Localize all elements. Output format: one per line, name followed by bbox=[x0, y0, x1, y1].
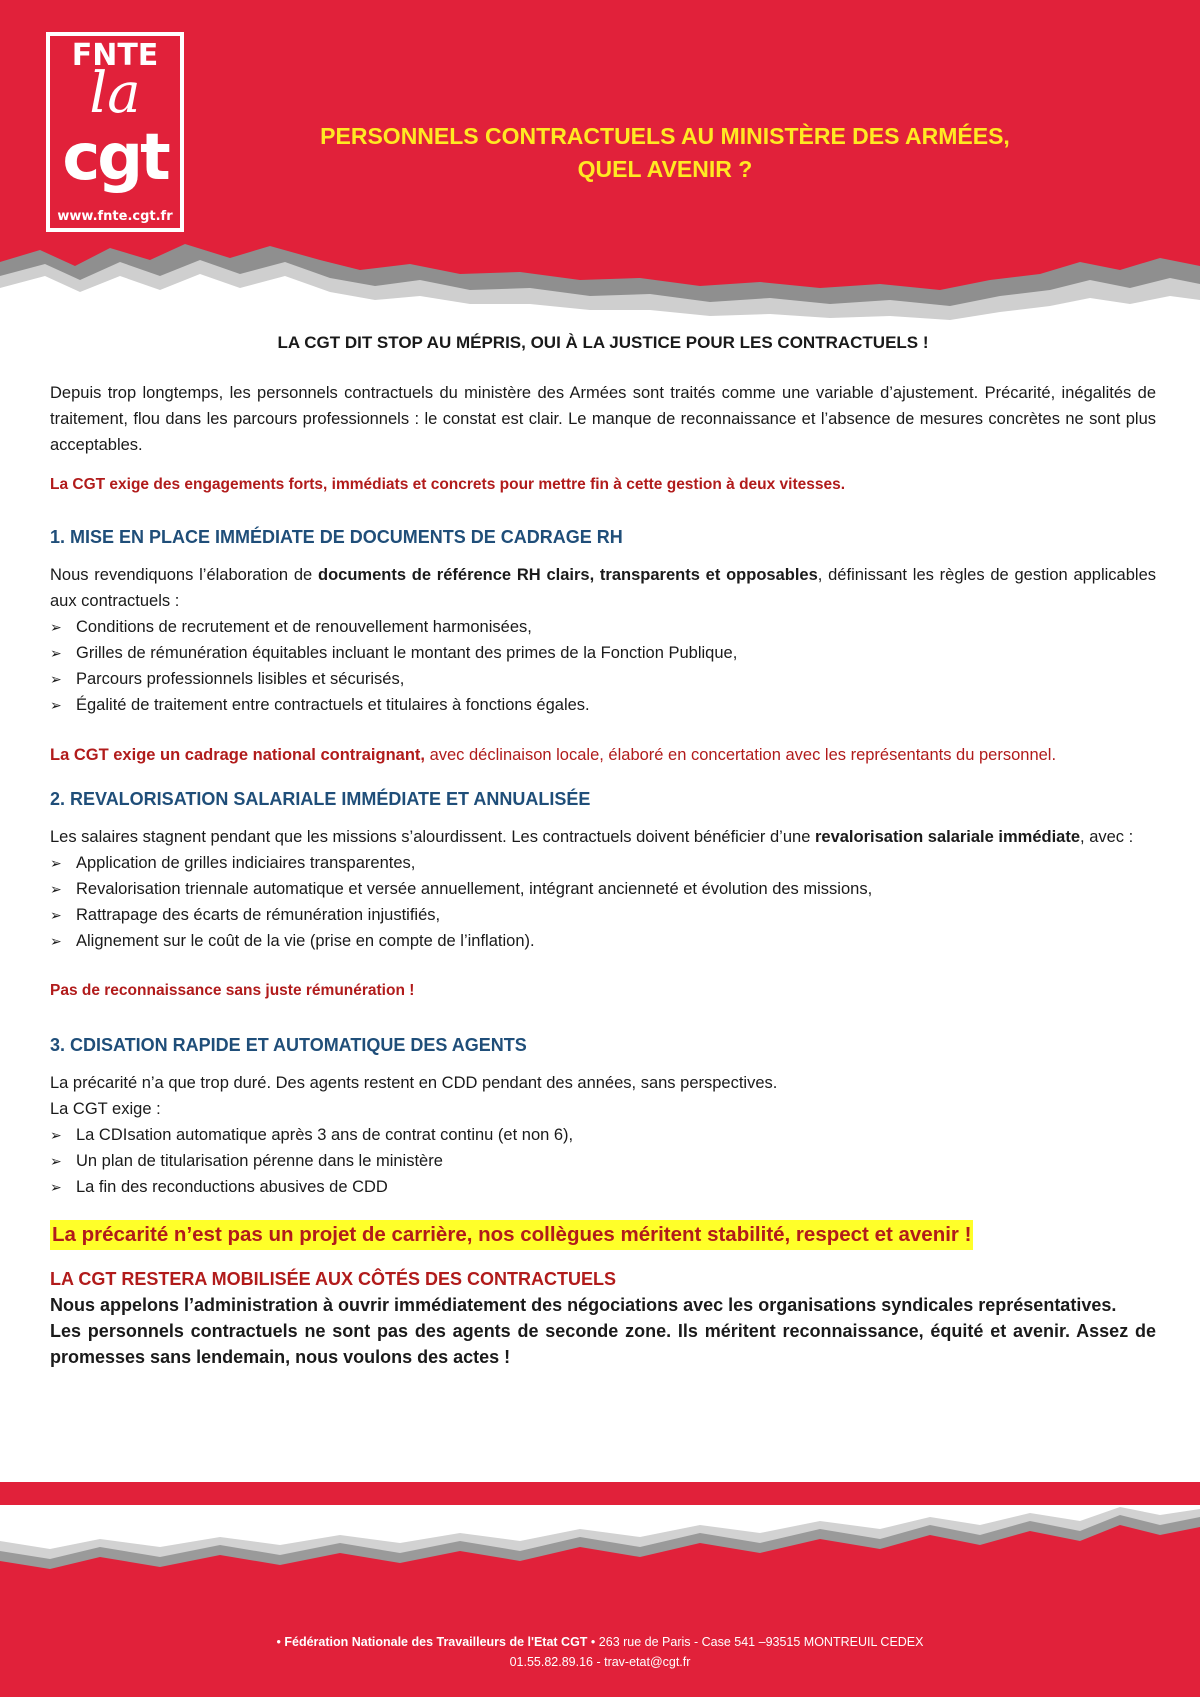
section3-exige: La CGT exige : bbox=[50, 1100, 161, 1118]
section3-heading: 3. CDISATION RAPIDE ET AUTOMATIQUE DES AGENTS bbox=[50, 1035, 527, 1055]
intro-paragraph: Depuis trop longtemps, les personnels contractuels du ministère des Armées sont traités comme une variable d’ajustement. Précarité, inégalités de traitement, flou dans les parcours professionnels : le constat est clair. Le manque de reconnaissance et l’absence de mesures concrètes ne sont plus acceptables. bbox=[50, 384, 1156, 454]
logo-la-text: la bbox=[89, 61, 141, 126]
list-item-text: Grilles de rémunération équitables incluant le montant des primes de la Fonction Publique, bbox=[76, 644, 738, 662]
footer-line-1 bbox=[0, 1632, 1200, 1652]
list-item-text: Égalité de traitement entre contractuels et titulaires à fonctions égales. bbox=[76, 696, 590, 714]
arrow-bullet-icon: ➢ bbox=[50, 619, 62, 635]
section2-list bbox=[50, 850, 1156, 954]
arrow-bullet-icon: ➢ bbox=[50, 1127, 62, 1143]
list-item bbox=[50, 850, 1156, 876]
list-item-text: Application de grilles indiciaires transparentes, bbox=[76, 854, 416, 872]
section1-demand-rest: avec déclinaison locale, élaboré en concertation avec les représentants du personnel. bbox=[424, 746, 1057, 764]
section3-paragraph: La précarité n’a que trop duré. Des agents restent en CDD pendant des années, sans perspectives. bbox=[50, 1074, 778, 1092]
logo-url[interactable]: www.fnte.cgt.fr bbox=[57, 209, 173, 224]
logo-cgt-text: cgt bbox=[62, 121, 168, 195]
arrow-bullet-icon: ➢ bbox=[50, 645, 62, 661]
list-item bbox=[50, 1148, 1156, 1174]
page-title bbox=[215, 120, 1115, 186]
footer bbox=[0, 1632, 1200, 1672]
section1-text-bold: documents de référence RH clairs, transparents et opposables bbox=[318, 566, 818, 584]
section2-text-bold: revalorisation salariale immédiate bbox=[814, 828, 1081, 846]
list-item bbox=[50, 902, 1156, 928]
closing-paragraph-2: Les personnels contractuels ne sont pas des agents de seconde zone. Ils méritent reconnaissance, équité et avenir. Assez de promesses sans lendemain, nous voulons des actes ! bbox=[50, 1321, 1156, 1367]
list-item-text: La CDIsation automatique après 3 ans de contrat continu (et non 6), bbox=[76, 1126, 574, 1144]
section1-list bbox=[50, 614, 1156, 718]
subtitle: LA CGT DIT STOP AU MÉPRIS, OUI À LA JUSTICE POUR LES CONTRACTUELS ! bbox=[277, 333, 929, 352]
arrow-bullet-icon: ➢ bbox=[50, 907, 62, 923]
footer-contact[interactable]: 01.55.82.89.16 - trav-etat@cgt.fr bbox=[509, 1655, 691, 1669]
closing-heading: LA CGT RESTERA MOBILISÉE AUX CÔTÉS DES CONTRACTUELS bbox=[50, 1269, 617, 1289]
list-item-text: Parcours professionnels lisibles et sécurisés, bbox=[76, 670, 405, 688]
list-item-text: Alignement sur le coût de la vie (prise en compte de l’inflation). bbox=[76, 932, 535, 950]
list-item-text: Revalorisation triennale automatique et versée annuellement, intégrant ancienneté et évolution des missions, bbox=[76, 880, 873, 898]
list-item-text: Un plan de titularisation pérenne dans le ministère bbox=[76, 1152, 443, 1170]
list-item-text: La fin des reconductions abusives de CDD bbox=[76, 1178, 388, 1196]
section2-text-after: , avec : bbox=[1080, 828, 1134, 846]
arrow-bullet-icon: ➢ bbox=[50, 671, 62, 687]
arrow-bullet-icon: ➢ bbox=[50, 881, 62, 897]
list-item bbox=[50, 1174, 1156, 1200]
section1-text-after: , définissant les règles de gestion applicables aux contractuels : bbox=[50, 566, 1156, 610]
footer-torn-paper-edge bbox=[0, 1505, 1200, 1605]
section2-text-before: Les salaires stagnent pendant que les missions s’alourdissent. Les contractuels doivent bénéficier d’une bbox=[50, 828, 815, 846]
list-item-text: Conditions de recrutement et de renouvellement harmonisées, bbox=[76, 618, 532, 636]
main-content bbox=[50, 330, 1156, 1370]
closing-paragraph-1: Nous appelons l’administration à ouvrir immédiatement des négociations avec les organisations syndicales représentatives. bbox=[50, 1295, 1117, 1315]
bullet-icon: • bbox=[590, 1635, 596, 1649]
arrow-bullet-icon: ➢ bbox=[50, 1179, 62, 1195]
footer-org: Fédération Nationale des Travailleurs de l'Etat CGT bbox=[284, 1635, 588, 1649]
list-item bbox=[50, 640, 1156, 666]
section3-list bbox=[50, 1122, 1156, 1200]
page-title-line1: PERSONNELS CONTRACTUELS AU MINISTÈRE DES ARMÉES, bbox=[320, 123, 1010, 149]
list-item bbox=[50, 692, 1156, 718]
section2-demand: Pas de reconnaissance sans juste rémunération ! bbox=[50, 982, 415, 999]
arrow-bullet-icon: ➢ bbox=[50, 933, 62, 949]
page-title-line2: QUEL AVENIR ? bbox=[577, 156, 753, 182]
list-item bbox=[50, 928, 1156, 954]
fnte-cgt-logo[interactable] bbox=[46, 32, 184, 232]
list-item bbox=[50, 666, 1156, 692]
section1-heading: 1. MISE EN PLACE IMMÉDIATE DE DOCUMENTS DE CADRAGE RH bbox=[50, 527, 623, 547]
section2-paragraph bbox=[50, 824, 1156, 850]
intro-demand: La CGT exige des engagements forts, immédiats et concrets pour mettre fin à cette gestion à deux vitesses. bbox=[50, 476, 846, 493]
list-item-text: Rattrapage des écarts de rémunération injustifiés, bbox=[76, 906, 441, 924]
highlight-row bbox=[50, 1220, 1156, 1250]
arrow-bullet-icon: ➢ bbox=[50, 1153, 62, 1169]
logo-fnte-text: FNTE bbox=[71, 38, 159, 73]
highlighted-slogan: La précarité n’est pas un projet de carrière, nos collègues méritent stabilité, respect et avenir ! bbox=[50, 1220, 973, 1250]
bullet-icon: • bbox=[276, 1635, 281, 1649]
footer-address: 263 rue de Paris - Case 541 –93515 MONTREUIL CEDEX bbox=[598, 1635, 924, 1649]
section1-text-before: Nous revendiquons l’élaboration de bbox=[50, 566, 318, 584]
list-item bbox=[50, 876, 1156, 902]
arrow-bullet-icon: ➢ bbox=[50, 855, 62, 871]
section1-paragraph bbox=[50, 562, 1156, 614]
list-item bbox=[50, 614, 1156, 640]
list-item bbox=[50, 1122, 1156, 1148]
section1-demand-bold: La CGT exige un cadrage national contraignant, bbox=[50, 746, 425, 764]
section1-demand bbox=[50, 742, 1156, 768]
section2-heading: 2. REVALORISATION SALARIALE IMMÉDIATE ET ANNUALISÉE bbox=[50, 789, 591, 809]
arrow-bullet-icon: ➢ bbox=[50, 697, 62, 713]
